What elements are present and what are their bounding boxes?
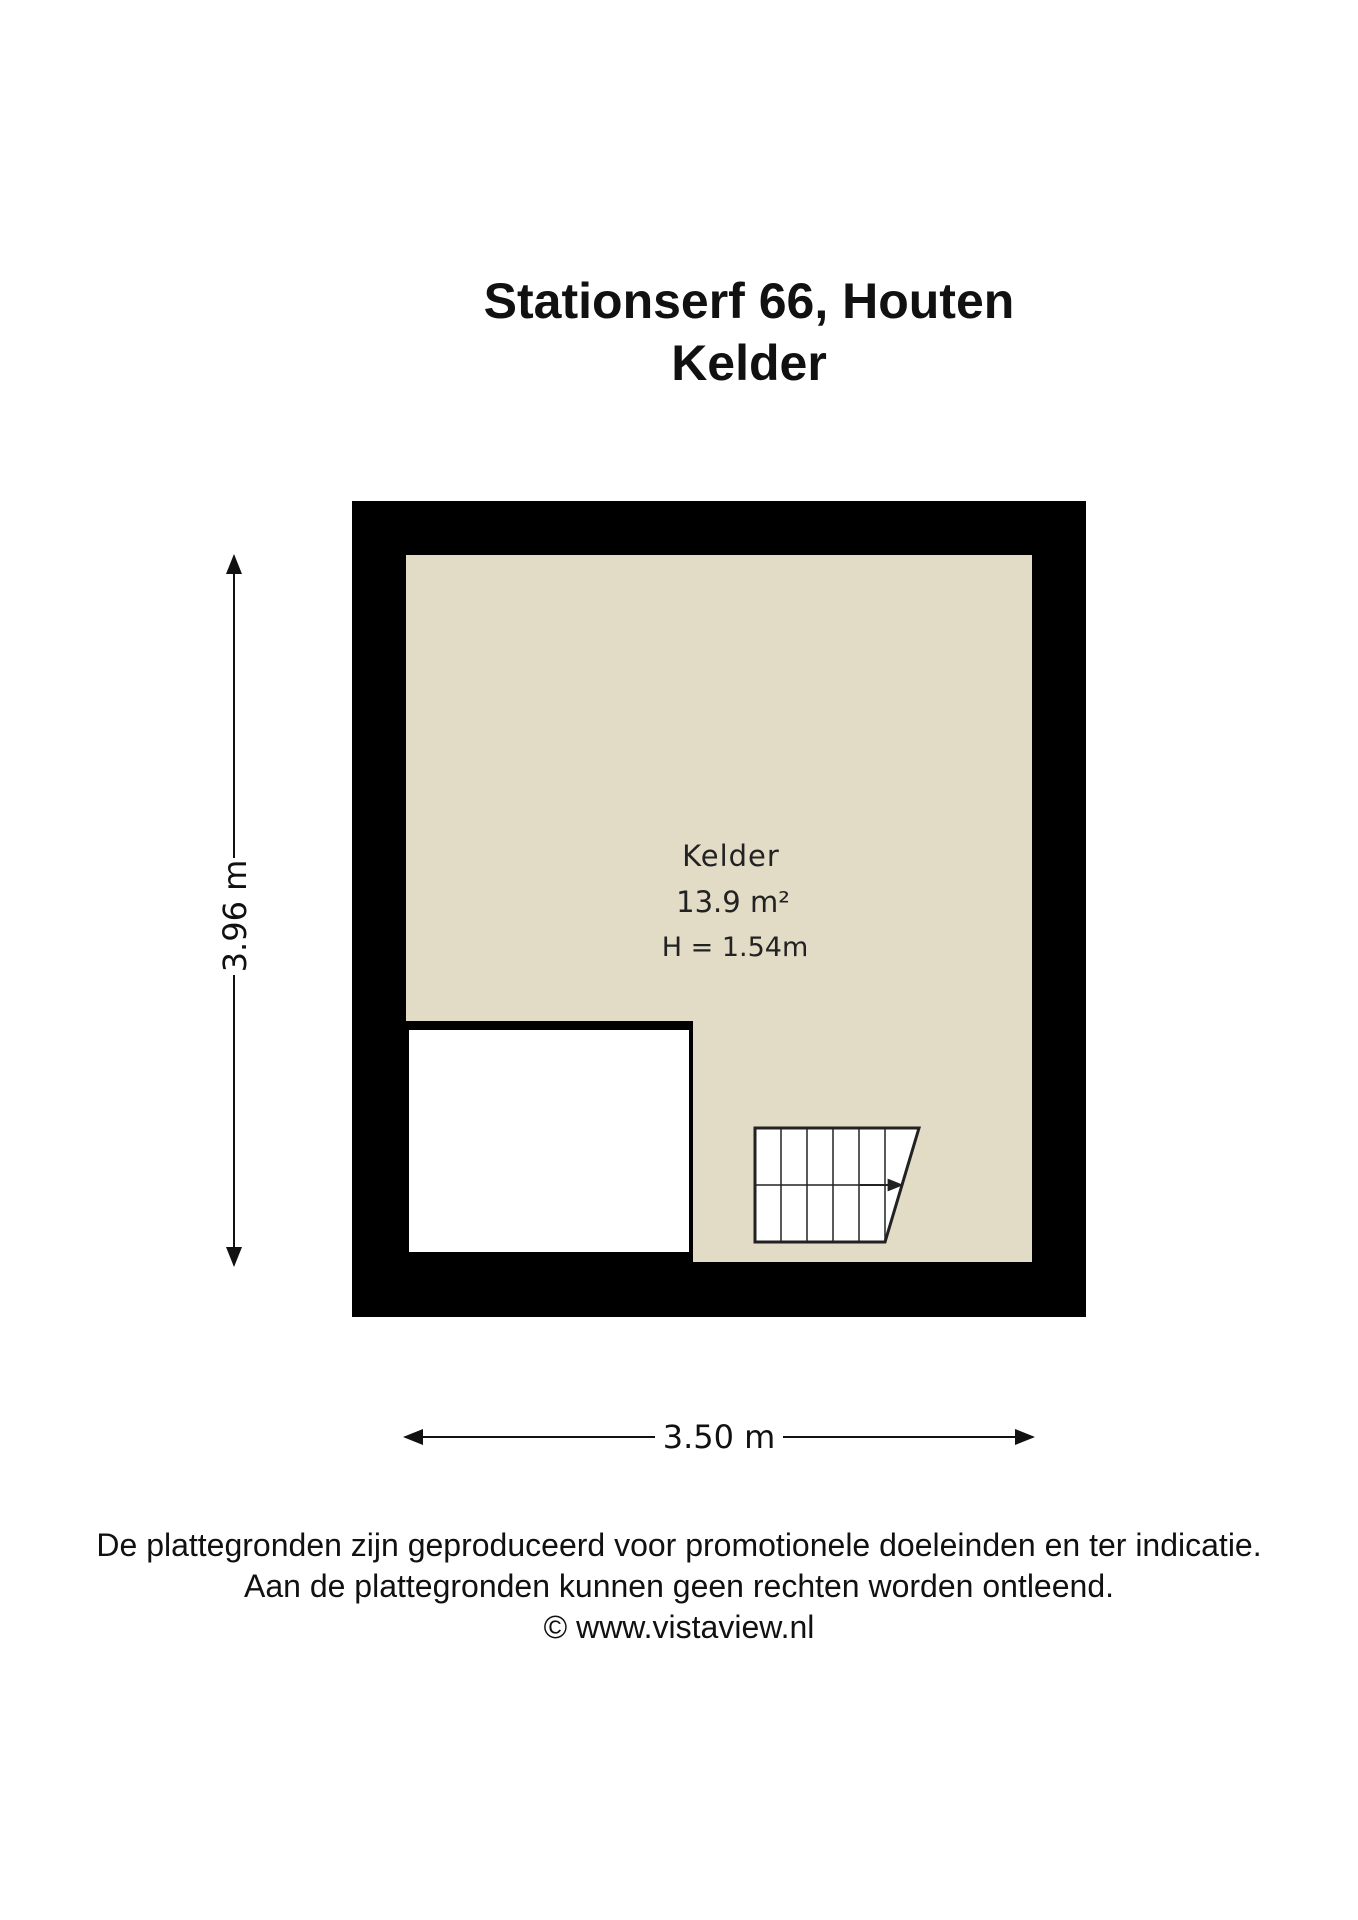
floor-title: Kelder (671, 335, 827, 391)
copyright-link[interactable]: © www.vistaview.nl (543, 1609, 815, 1645)
height-label: 3.96 m (216, 859, 254, 973)
disclaimer (0, 1525, 1358, 1648)
room-height: H = 1.54m (661, 932, 809, 963)
room-area: 13.9 m² (676, 885, 790, 919)
void-area (409, 1030, 689, 1252)
address-title: Stationserf 66, Houten (483, 273, 1015, 329)
height-dimension (216, 556, 254, 1265)
width-label: 3.50 m (662, 1418, 776, 1456)
disclaimer-line-1: De plattegronden zijn geproduceerd voor promotionele doeleinden en ter indicatie. (96, 1527, 1262, 1563)
disclaimer-line-2: Aan de plattegronden kunnen geen rechten worden ontleend. (243, 1568, 1114, 1604)
room-name: Kelder (682, 839, 780, 873)
width-dimension (405, 1418, 1033, 1456)
